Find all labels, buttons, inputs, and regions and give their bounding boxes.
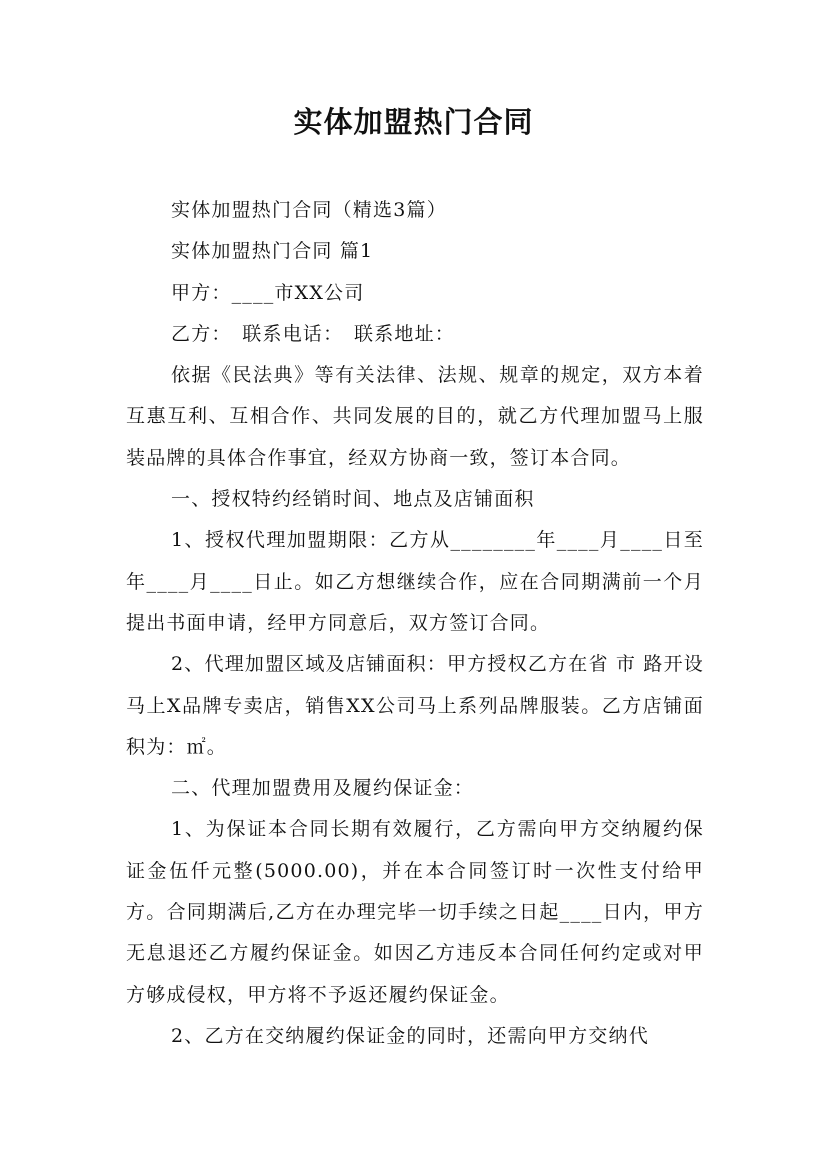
paragraph-subtitle: 实体加盟热门合同（精选3篇） — [171, 199, 447, 221]
document-body — [126, 190, 704, 1057]
paragraph-clause-2-2: 2、乙方在交纳履约保证金的同时，还需向甲方交纳代 — [171, 1024, 649, 1047]
paragraph-clause-heading-2: 二、代理加盟费用及履约保证金： — [171, 777, 475, 800]
paragraph-preamble: 依据《民法典》等有关法律、法规、规章的规定，双方本着互惠互利、互相合作、共同发展的目的，就乙方代理加盟马上服装品牌的具体合作事宜，经双方协商一致，签订本合同。 — [126, 364, 704, 469]
paragraph-section-heading: 实体加盟热门合同 篇1 — [171, 240, 374, 263]
paragraph-clause-2-1: 1、为保证本合同长期有效履行，乙方需向甲方交纳履约保证金伍仟元整(5000.00)，并在本合同签订时一次性支付给甲方。合同期满后,乙方在办理完毕一切手续之日起____日内，甲方无息退还乙方履约保证金。如因乙方违反本合同任何约定或对甲方够成侵权，甲方将不予返还履约保证金。 — [126, 818, 704, 1006]
paragraph-clause-1-2: 2、代理加盟区域及店铺面积：甲方授权乙方在省 市 路开设马上X品牌专卖店，销售XX公司马上系列品牌服装。乙方店铺面积为：㎡。 — [126, 653, 704, 758]
paragraph-party-b: 乙方： 联系电话： 联系地址： — [171, 322, 456, 345]
paragraph-party-a: 甲方：____市XX公司 — [171, 281, 365, 304]
paragraph-clause-heading-1: 一、授权特约经销时间、地点及店铺面积 — [171, 488, 535, 511]
paragraph-clause-1-1: 1、授权代理加盟期限：乙方从________年____月____日至年____月____日止。如乙方想继续合作，应在合同期满前一个月提出书面申请，经甲方同意后，双方签订合同。 — [126, 529, 704, 634]
document-title: 实体加盟热门合同 — [293, 105, 534, 139]
